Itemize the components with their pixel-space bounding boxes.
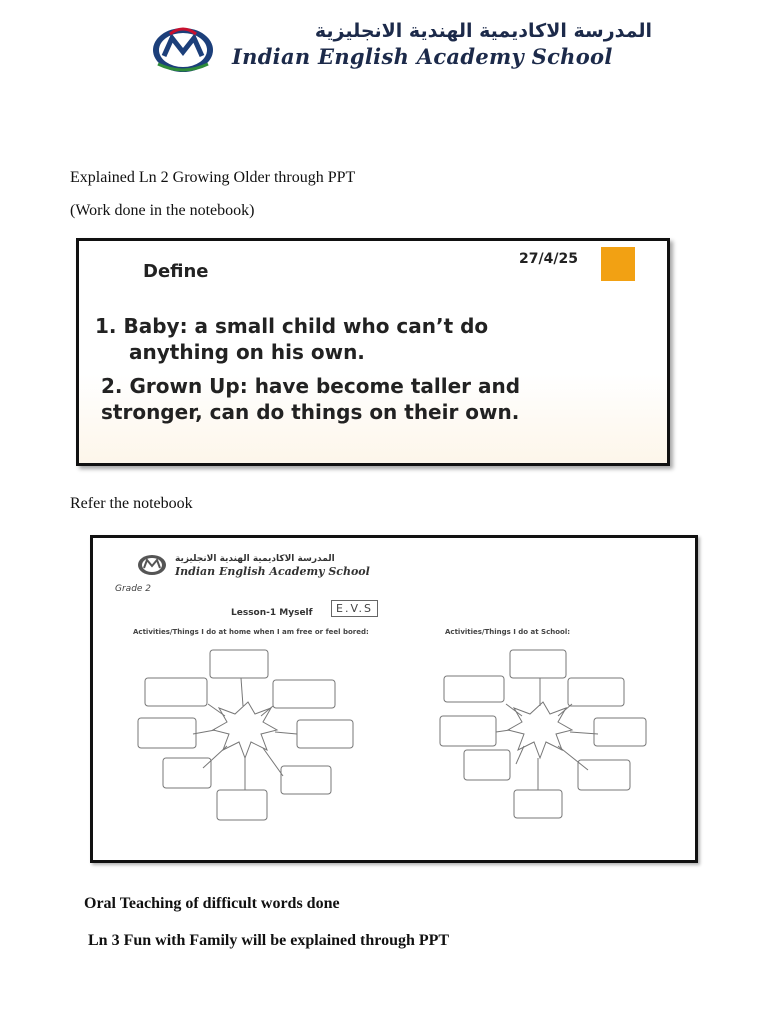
- ppt-slide: [76, 238, 670, 466]
- worksheet-school-name-arabic: المدرسة الاكاديمية الهندية الانجليزية: [175, 554, 335, 564]
- worksheet-logo-icon: [137, 554, 167, 576]
- home-activities-mindmap: [133, 646, 363, 826]
- notebook-work-text: (Work done in the notebook): [70, 202, 255, 219]
- oral-teaching-text: Oral Teaching of difficult words done: [84, 895, 340, 912]
- worksheet-subject: E.V.S: [331, 600, 378, 617]
- worksheet-grade: Grade 2: [115, 584, 152, 594]
- definition-baby-line2: anything on his own.: [129, 340, 365, 364]
- page-header: [150, 18, 660, 76]
- worksheet-home-heading: Activities/Things I do at home when I am free or feel bored:: [133, 628, 369, 636]
- worksheet-lesson: Lesson-1 Myself: [231, 608, 313, 618]
- slide-accent-square: [601, 247, 635, 281]
- next-lesson-text: Ln 3 Fun with Family will be explained through PPT: [88, 932, 450, 949]
- slide-date: 27/4/25: [519, 251, 578, 267]
- worksheet-school-name-english: Indian English Academy School: [175, 565, 370, 578]
- lesson-explained-text: Explained Ln 2 Growing Older through PPT: [70, 169, 356, 186]
- school-logo-icon: [150, 22, 216, 74]
- definition-grownup-line1: 2. Grown Up: have become taller and: [101, 374, 521, 398]
- definition-grownup-line2: stronger, can do things on their own.: [101, 400, 520, 424]
- school-activities-mindmap: [438, 646, 668, 826]
- definition-baby-line1: 1. Baby: a small child who can’t do: [95, 314, 489, 338]
- school-name-english: Indian English Academy School: [232, 44, 613, 69]
- notebook-worksheet: [90, 535, 698, 863]
- worksheet-school-heading: Activities/Things I do at School:: [445, 628, 571, 636]
- school-name-arabic: المدرسة الاكاديمية الهندية الانجليزية: [314, 20, 652, 42]
- slide-title: Define: [143, 261, 209, 282]
- refer-notebook-text: Refer the notebook: [70, 495, 193, 512]
